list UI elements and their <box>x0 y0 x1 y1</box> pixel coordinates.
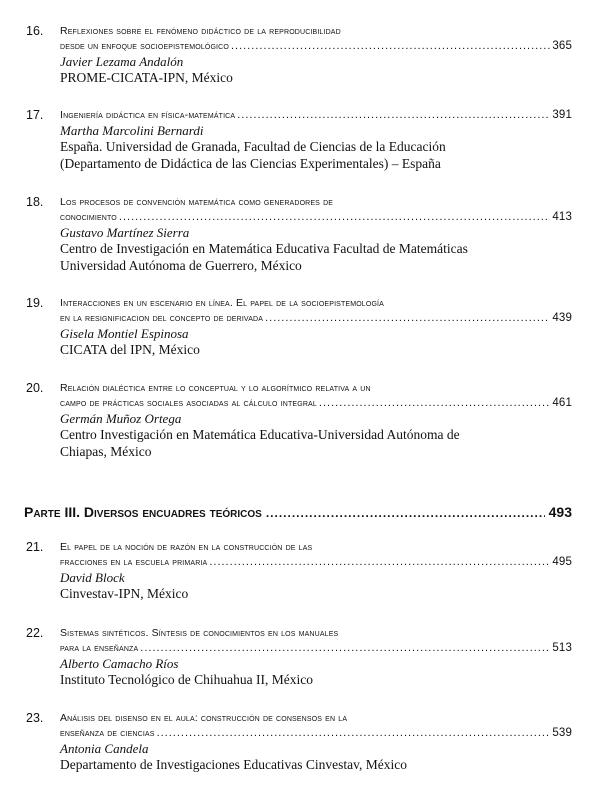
page-number: 539 <box>552 727 572 739</box>
dot-leader <box>266 504 545 522</box>
title-line: Análisis del disenso en el aula: construcción de consensos en la <box>60 712 348 724</box>
title-line: Interacciones en un escenario en línea. El papel de la socioepistemología <box>60 297 384 309</box>
title-line: para la enseñanza <box>60 642 139 654</box>
title-line: fracciones en la escuela primaria <box>60 556 208 568</box>
dot-leader <box>140 641 550 656</box>
title-line-with-page <box>60 641 572 656</box>
part-title: Parte III. Diversos encuadres teóricos <box>24 504 262 520</box>
dot-leader <box>265 311 550 326</box>
entry-title <box>60 296 572 326</box>
title-line-with-page <box>60 39 572 54</box>
toc-entry-16 <box>26 24 572 86</box>
entry-author: Javier Lezama Andalón <box>60 54 184 69</box>
entry-affiliation: CICATA del IPN, México <box>60 342 200 357</box>
page-number: 495 <box>552 556 572 568</box>
dot-leader <box>157 726 551 741</box>
entry-affiliation: Universidad Autónoma de Guerrero, México <box>60 258 302 273</box>
entry-title <box>60 711 572 741</box>
part-heading <box>24 503 572 522</box>
page-number: 413 <box>552 211 572 223</box>
entry-author: Alberto Camacho Ríos <box>60 656 179 671</box>
entry-number: 21. <box>26 540 44 554</box>
toc-entry-18 <box>26 195 572 274</box>
entry-title <box>60 626 572 656</box>
page-number: 439 <box>552 312 572 324</box>
entry-number: 16. <box>26 24 44 38</box>
entry-author: Germán Muñoz Ortega <box>60 411 182 426</box>
part-page-number: 493 <box>548 504 572 520</box>
title-line: Ingeniería didáctica en física-matemática <box>60 109 236 121</box>
title-line-with-page <box>60 311 572 326</box>
title-line: Relación dialéctica entre lo conceptual y lo algorítmico relativa a un <box>60 382 371 394</box>
entry-affiliation: Centro Investigación en Matemática Educativa-Universidad Autónoma de <box>60 427 460 442</box>
title-line-with-page <box>60 396 572 411</box>
title-line: Los procesos de convención matemática como generadores de <box>60 196 334 208</box>
dot-leader <box>319 396 550 411</box>
title-line: desde un enfoque socioepistemológico <box>60 40 229 52</box>
entry-title <box>60 24 572 54</box>
entry-affiliation: España. Universidad de Granada, Facultad de Ciencias de la Educación <box>60 139 446 154</box>
entry-author: Gisela Montiel Espinosa <box>60 326 189 341</box>
entry-affiliation: PROME-CICATA-IPN, México <box>60 70 233 85</box>
entry-title <box>60 540 572 570</box>
toc-entry-17 <box>26 108 572 172</box>
entry-affiliation: Centro de Investigación en Matemática Educativa Facultad de Matemáticas <box>60 241 468 256</box>
entry-affiliation: Instituto Tecnológico de Chihuahua II, México <box>60 672 313 687</box>
entry-number: 19. <box>26 296 44 310</box>
entry-author: Martha Marcolini Bernardi <box>60 123 204 138</box>
dot-leader <box>209 555 550 570</box>
toc-entry-22 <box>26 626 572 688</box>
title-line: El papel de la noción de razón en la construcción de las <box>60 541 313 553</box>
title-line: campo de prácticas sociales asociadas al cálculo integral <box>60 397 317 409</box>
entry-number: 23. <box>26 711 44 725</box>
title-line: enseñanza de ciencias <box>60 727 155 739</box>
toc-entry-23 <box>26 711 572 773</box>
entry-number: 17. <box>26 108 44 122</box>
page-number: 365 <box>552 40 572 52</box>
title-line: Reflexiones sobre el fenómeno didáctico de la reproducibilidad <box>60 25 341 37</box>
entry-title <box>60 108 572 123</box>
page-number: 513 <box>552 642 572 654</box>
title-line-with-page <box>60 108 572 123</box>
entry-affiliation: Departamento de Investigaciones Educativas Cinvestav, México <box>60 757 408 772</box>
page-number: 391 <box>552 109 572 121</box>
entry-author: Gustavo Martínez Sierra <box>60 225 190 240</box>
page-number: 461 <box>552 397 572 409</box>
title-line: Sistemas sintéticos. Síntesis de conocimientos en los manuales <box>60 627 339 639</box>
entry-affiliation: Chiapas, México <box>60 444 152 459</box>
entry-author: David Block <box>60 570 125 585</box>
dot-leader <box>119 210 550 225</box>
toc-entry-19 <box>26 296 572 358</box>
toc-entry-20 <box>26 381 572 460</box>
entry-number: 20. <box>26 381 44 395</box>
toc-entry-21 <box>26 540 572 602</box>
entry-number: 18. <box>26 195 44 209</box>
title-line-with-page <box>60 555 572 570</box>
entry-affiliation: Cinvestav-IPN, México <box>60 586 189 601</box>
entry-number: 22. <box>26 626 44 640</box>
dot-leader <box>231 39 550 54</box>
title-line-with-page <box>60 210 572 225</box>
entry-affiliation: (Departamento de Didáctica de las Ciencias Experimentales) – España <box>60 156 441 171</box>
entry-author: Antonia Candela <box>60 741 149 756</box>
entry-title <box>60 195 572 225</box>
title-line-with-page <box>60 726 572 741</box>
title-line: en la resignificacion del concepto de derivada <box>60 312 264 324</box>
title-line: conocimiento <box>60 211 117 223</box>
entry-title <box>60 381 572 411</box>
dot-leader <box>237 108 550 123</box>
